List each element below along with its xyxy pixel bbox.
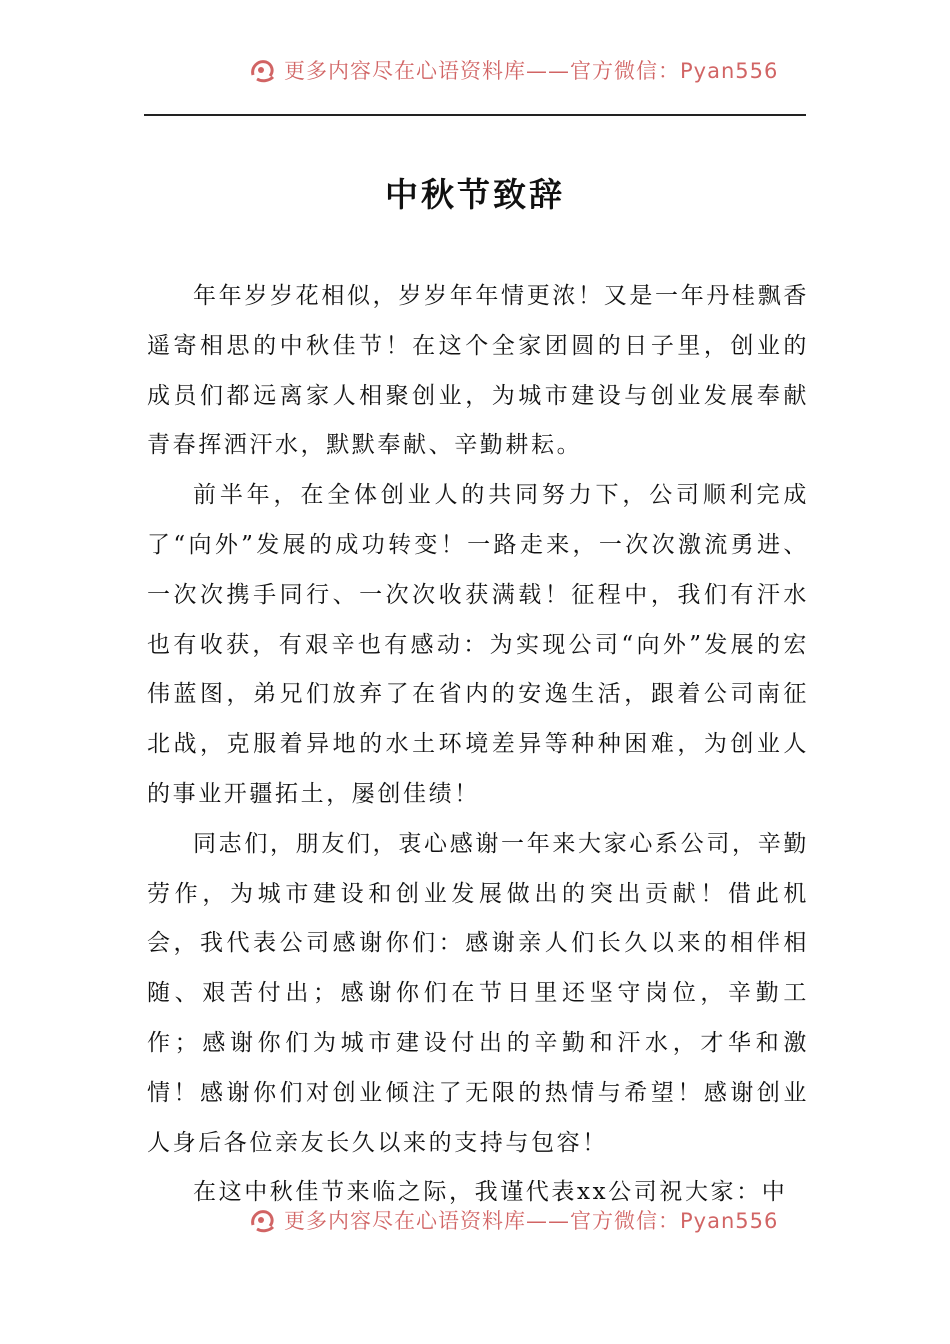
watermark-text: 更多内容尽在心语资料库——官方微信：Pyan556	[284, 59, 779, 83]
paragraph-1: 年年岁岁花相似，岁岁年年情更浓！又是一年丹桂飘香遥寄相思的中秋佳节！在这个全家团圆的日子里，创业的成员们都远离家人相聚创业，为城市建设与创业发展奉献青春挥洒汗水，默默奉献、辛勤耕耘。	[147, 283, 809, 459]
watermark-header	[248, 55, 778, 85]
paragraph-4: 在这中秋佳节来临之际，我谨代表xx公司祝大家：中	[193, 1179, 788, 1206]
paragraph-3: 同志们，朋友们，衷心感谢一年来大家心系公司，辛勤劳作，为城市建设和创业发展做出的突出贡献！借此机会，我代表公司感谢你们：感谢亲人们长久以来的相伴相随、艰苦付出；感谢你们在节日里还坚守岗位，辛勤工作；感谢你们为城市建设付出的辛勤和汗水，才华和激情！感谢你们对创业倾注了无限的热情与希望！感谢创业人身后各位亲友长久以来的支持与包容！	[147, 830, 809, 1156]
brand-logo-icon	[248, 1205, 278, 1235]
watermark-text: 更多内容尽在心语资料库——官方微信：Pyan556	[284, 1209, 779, 1233]
paragraph-2: 前半年，在全体创业人的共同努力下，公司顺利完成了“向外”发展的成功转变！一路走来，一次次激流勇进、一次次携手同行、一次次收获满载！征程中，我们有汗水也有收获，有艰辛也有感动：为实现公司“向外”发展的宏伟蓝图，弟兄们放弃了在省内的安逸生活，跟着公司南征北战，克服着异地的水土环境差异等种种困难，为创业人的事业开疆拓土，屡创佳绩！	[147, 482, 809, 807]
brand-logo-icon	[248, 55, 278, 85]
document-body	[147, 272, 809, 1218]
watermark-footer	[248, 1205, 778, 1235]
document-title: 中秋节致辞	[385, 175, 565, 214]
header-divider	[144, 114, 806, 116]
